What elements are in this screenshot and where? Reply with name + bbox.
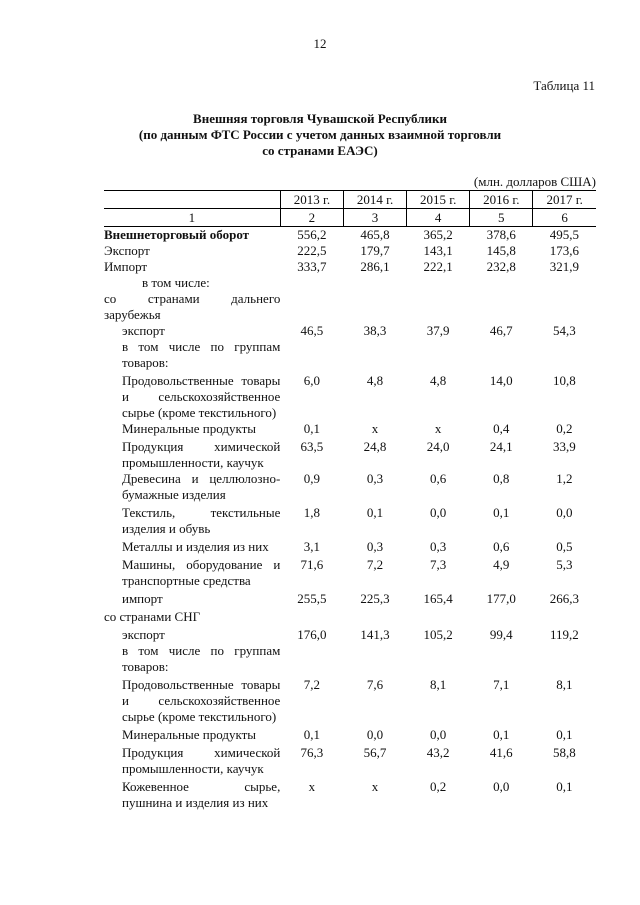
table-title (0, 111, 640, 159)
table-row (104, 421, 596, 437)
row-value: 8,1 (556, 677, 573, 692)
row-label: Древесина и целлюлозно-бумажные изделия (122, 471, 281, 502)
row-label: экспорт (122, 627, 165, 642)
header-col-number: 6 (533, 209, 596, 227)
units-note: (млн. долларов США) (473, 174, 596, 189)
row-value: 0,2 (430, 779, 447, 794)
row-value: 0,0 (556, 505, 573, 520)
table-body (104, 227, 596, 812)
row-value: 24,0 (426, 439, 450, 454)
row-value: 71,6 (300, 557, 324, 572)
header-col-number: 3 (343, 209, 406, 227)
row-label: Продукция химической промышленности, каучук (122, 745, 281, 776)
row-value: 38,3 (363, 323, 387, 338)
row-label: импорт (122, 591, 163, 606)
table-row (104, 323, 596, 339)
row-value: 0,1 (493, 505, 510, 520)
row-value: 33,9 (553, 439, 576, 454)
row-value: 176,0 (297, 627, 327, 642)
row-value: 177,0 (486, 591, 516, 606)
row-value (533, 643, 596, 675)
row-value: 321,9 (549, 259, 580, 274)
row-label: экспорт (122, 323, 165, 338)
row-value: 99,4 (489, 627, 513, 642)
header-year: 2013 г. (280, 191, 343, 209)
table-row (104, 777, 596, 811)
row-value: 232,8 (486, 259, 516, 274)
row-value: 365,2 (423, 227, 453, 242)
row-value: 225,3 (360, 591, 390, 606)
row-value (470, 339, 533, 371)
row-label: Металлы и изделия из них (122, 539, 269, 554)
row-value (343, 339, 406, 371)
row-value: 54,3 (553, 323, 576, 338)
row-label: Продовольственные товары и сельскохозяйственное сырье (кроме текстильного) (122, 373, 281, 420)
row-value (407, 339, 470, 371)
row-value: 56,7 (363, 745, 387, 760)
table-row (104, 259, 596, 275)
row-value: 7,3 (430, 557, 447, 572)
row-value: 0,0 (366, 727, 384, 742)
header-col-number: 2 (280, 209, 343, 227)
row-value: 556,2 (297, 227, 327, 242)
row-value: 0,1 (556, 727, 573, 742)
table-row (104, 725, 596, 743)
page-number: 12 (313, 36, 327, 51)
row-value (280, 607, 343, 625)
row-value: 0,1 (303, 727, 321, 742)
row-value: 141,3 (360, 627, 390, 642)
row-value (407, 607, 470, 625)
row-value: 58,8 (553, 745, 576, 760)
row-value (407, 291, 470, 323)
table-row (104, 291, 596, 323)
row-value (343, 643, 406, 675)
row-value: 179,7 (360, 243, 390, 258)
table-row (104, 537, 596, 555)
table-row (104, 555, 596, 589)
row-value: 465,8 (360, 227, 390, 242)
row-value: 286,1 (360, 259, 390, 274)
row-value: 6,0 (303, 373, 321, 388)
row-value: 0,9 (303, 471, 321, 486)
row-label: в том числе по группам товаров: (122, 339, 281, 370)
row-value: 76,3 (300, 745, 324, 760)
row-label: Минеральные продукты (122, 421, 257, 436)
row-value: x (434, 421, 442, 436)
row-value: x (371, 421, 379, 436)
row-value: 119,2 (550, 627, 579, 642)
row-value (343, 275, 406, 291)
row-value (533, 607, 596, 625)
row-label: в том числе: (142, 275, 210, 290)
row-value: 173,6 (549, 243, 580, 258)
row-value: 222,5 (297, 243, 327, 258)
row-value (470, 275, 533, 291)
header-year: 2014 г. (343, 191, 406, 209)
row-value (280, 291, 343, 323)
row-value (470, 607, 533, 625)
header-numbers-row (104, 209, 596, 227)
row-label: Машины, оборудование и транспортные средства (122, 557, 281, 588)
row-value: 266,3 (549, 591, 580, 606)
header-col-number: 4 (407, 209, 470, 227)
header-years-row (104, 191, 596, 209)
title-line-1: Внешняя торговля Чувашской Республики (193, 111, 447, 126)
table-row (104, 607, 596, 625)
header-year: 2016 г. (470, 191, 533, 209)
row-value: 37,9 (426, 323, 450, 338)
table-row (104, 437, 596, 471)
title-line-2: (по данным ФТС России с учетом данных взаимной торговли (138, 127, 502, 142)
table-row (104, 643, 596, 675)
row-value: 105,2 (423, 627, 453, 642)
row-value: 4,8 (430, 373, 447, 388)
header-blank-cell (104, 191, 280, 209)
table-row (104, 227, 596, 244)
row-value (280, 275, 343, 291)
row-value: 0,0 (430, 505, 447, 520)
row-value: 0,0 (430, 727, 447, 742)
row-value: 378,6 (486, 227, 516, 242)
row-value: 0,1 (493, 727, 510, 742)
row-value (280, 643, 343, 675)
row-value: 333,7 (297, 259, 327, 274)
row-value: 10,8 (553, 373, 576, 388)
row-value: 0,2 (556, 421, 573, 436)
row-value: 0,1 (556, 779, 573, 794)
row-value: 0,3 (366, 539, 384, 554)
row-value (280, 339, 343, 371)
row-value: 24,1 (489, 439, 513, 454)
row-value: 0,1 (366, 505, 384, 520)
row-value (533, 339, 596, 371)
row-value (407, 275, 470, 291)
row-label: Минеральные продукты (122, 727, 257, 742)
row-label: Кожевенное сырье, пушнина и изделия из них (122, 779, 281, 810)
row-value: x (371, 779, 379, 794)
row-value: x (308, 779, 316, 794)
row-value: 145,8 (486, 243, 516, 258)
table-label: Таблица 11 (533, 78, 595, 93)
table-row (104, 243, 596, 259)
table-row (104, 471, 596, 503)
row-value: 0,0 (493, 779, 510, 794)
row-value: 7,2 (303, 677, 321, 692)
header-year: 2017 г. (533, 191, 596, 209)
row-value (470, 291, 533, 323)
row-value: 7,1 (493, 677, 510, 692)
row-label: Импорт (104, 259, 148, 274)
row-value: 0,1 (303, 421, 321, 436)
row-value: 5,3 (556, 557, 573, 572)
row-label: Экспорт (104, 243, 150, 258)
row-value: 0,8 (493, 471, 510, 486)
header-col-number: 5 (470, 209, 533, 227)
row-value: 495,5 (549, 227, 580, 242)
row-value: 4,8 (366, 373, 384, 388)
row-value (407, 643, 470, 675)
table-row (104, 503, 596, 537)
row-value: 41,6 (489, 745, 513, 760)
row-value: 143,1 (423, 243, 453, 258)
row-value: 46,5 (300, 323, 324, 338)
row-label: в том числе по группам товаров: (122, 643, 281, 674)
row-value: 0,5 (556, 539, 573, 554)
row-label: Текстиль, текстильные изделия и обувь (122, 505, 281, 536)
table-row (104, 675, 596, 725)
row-value: 0,4 (493, 421, 510, 436)
row-value: 0,3 (366, 471, 384, 486)
row-value: 0,6 (430, 471, 447, 486)
row-label: Продукция химической промышленности, каучук (122, 439, 281, 470)
row-value: 1,8 (303, 505, 321, 520)
header-col-number: 1 (104, 209, 280, 227)
row-value (343, 607, 406, 625)
row-value (343, 291, 406, 323)
row-value: 8,1 (430, 677, 447, 692)
trade-table (104, 190, 596, 811)
table-row (104, 339, 596, 371)
row-value: 4,9 (493, 557, 510, 572)
row-value: 3,1 (303, 539, 321, 554)
row-value: 1,2 (556, 471, 573, 486)
row-label: со странами дальнего зарубежья (104, 291, 281, 322)
row-value: 63,5 (300, 439, 324, 454)
row-label: Внешнеторговый оборот (104, 227, 250, 242)
table-row (104, 743, 596, 777)
row-value (533, 291, 596, 323)
row-value: 46,7 (489, 323, 513, 338)
row-label: Продовольственные товары и сельскохозяйственное сырье (кроме текстильного) (122, 677, 281, 724)
row-value: 165,4 (423, 591, 453, 606)
table-row (104, 589, 596, 607)
row-value: 0,3 (430, 539, 447, 554)
row-value (533, 275, 596, 291)
row-value (470, 643, 533, 675)
title-line-3: со странами ЕАЭС) (262, 143, 378, 158)
row-value: 255,5 (297, 591, 327, 606)
row-label: со странами СНГ (104, 609, 201, 624)
row-value: 222,1 (423, 259, 453, 274)
header-year: 2015 г. (407, 191, 470, 209)
table-row (104, 371, 596, 421)
row-value: 43,2 (426, 745, 450, 760)
table-row (104, 625, 596, 643)
row-value: 7,2 (366, 557, 384, 572)
row-value: 24,8 (363, 439, 387, 454)
row-value: 7,6 (366, 677, 384, 692)
row-value: 0,6 (493, 539, 510, 554)
row-value: 14,0 (489, 373, 513, 388)
table-row (104, 275, 596, 291)
